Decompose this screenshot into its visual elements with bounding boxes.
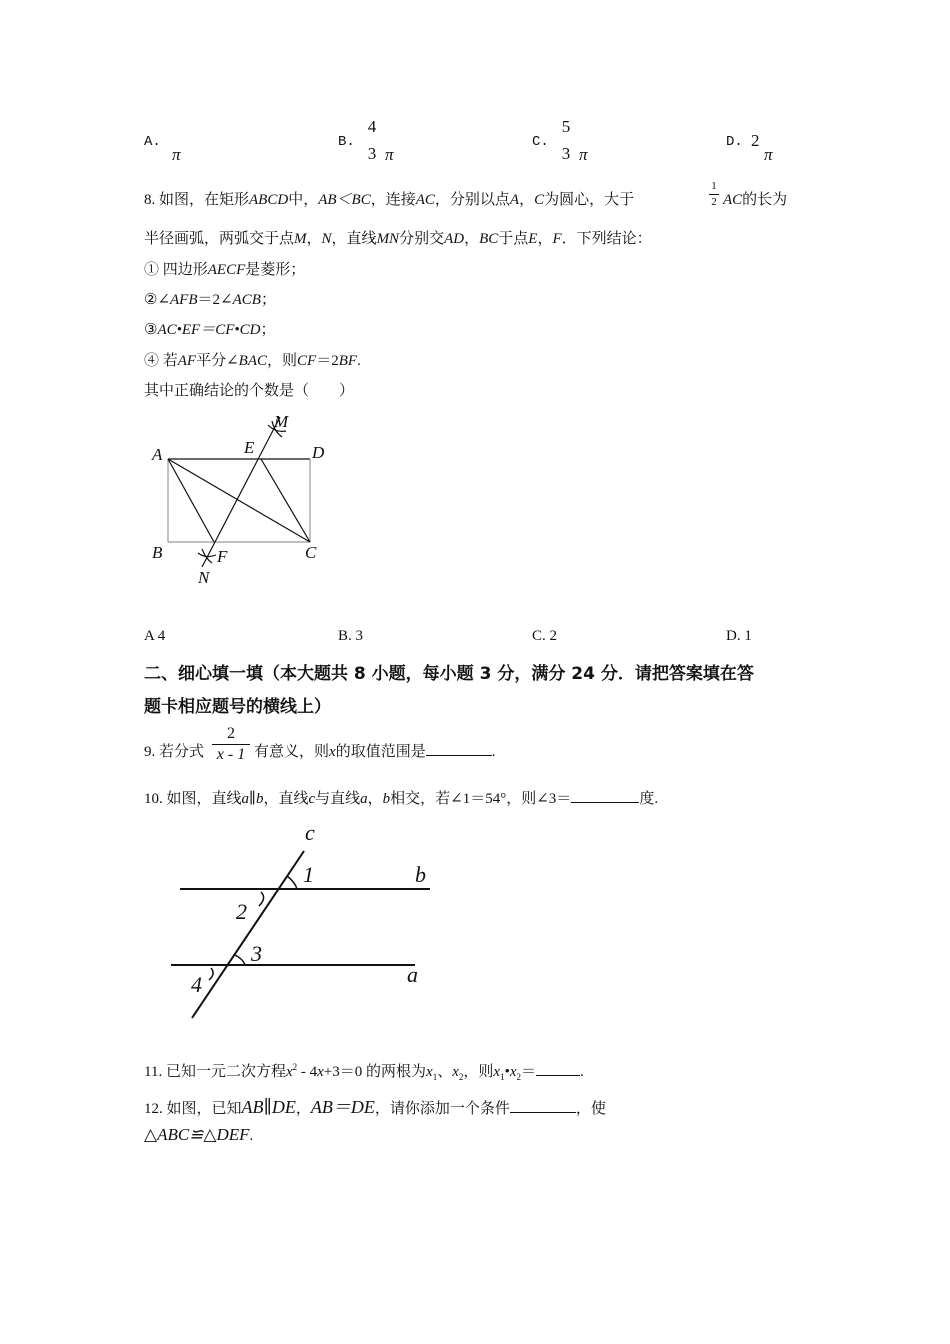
q8-var: N xyxy=(321,231,332,247)
q8-rectangle-figure xyxy=(140,405,340,590)
q9-numerator: 2 xyxy=(227,725,235,742)
q8-var: ABCD xyxy=(249,192,289,208)
q8-var: AF xyxy=(177,353,197,369)
q11-stem xyxy=(144,1060,584,1082)
q9-fraction xyxy=(212,726,250,763)
q8-text: 为圆心，大于 xyxy=(544,192,635,208)
q11-text: • xyxy=(504,1064,510,1080)
q8-var: AD xyxy=(444,231,465,247)
q8-text: ＝2∠ xyxy=(197,292,233,308)
q12-var: △ABC≌△DEF xyxy=(144,1125,250,1144)
q10-var: a xyxy=(360,791,368,807)
q8-statement-1 xyxy=(144,258,305,279)
fig-angle-4: 4 xyxy=(191,972,202,997)
q10-stem xyxy=(144,787,658,808)
q8-question: 其中正确结论的个数是（ ） xyxy=(144,383,355,399)
section-2-heading-line2: 题卡相应题号的横线上） xyxy=(144,697,331,717)
q8-var: M xyxy=(294,231,307,247)
q8-var: AC xyxy=(723,192,743,208)
q8-text: 中， xyxy=(288,192,319,208)
q12-text: ， xyxy=(295,1101,311,1117)
q11-text: 11. 已知一元二次方程 xyxy=(144,1064,286,1080)
q8-var: AC•EF＝CF•CD xyxy=(157,322,261,338)
q11-var: x xyxy=(509,1064,517,1080)
q8-statement-4 xyxy=(144,349,361,370)
q8-text: 平分∠ xyxy=(196,353,239,369)
q8-text: ① 四边形 xyxy=(144,262,208,278)
q8-half-numerator: 1 xyxy=(711,180,717,192)
diagonal-ac xyxy=(168,459,310,542)
q9-text: . xyxy=(491,744,496,760)
fig-label-a: a xyxy=(407,962,418,987)
angle-4-arc xyxy=(209,968,213,980)
q10-var: b xyxy=(382,791,391,807)
q9-text: 有意义，则 xyxy=(254,744,330,760)
q9-text: 的取值范围是 xyxy=(335,744,426,760)
q7-option-d-coef: 2 xyxy=(751,131,760,150)
q9-var: x xyxy=(329,744,336,760)
q8-option-c: C. 2 xyxy=(532,628,558,644)
q8-text: . xyxy=(357,353,361,369)
q8-var: AFB xyxy=(170,292,198,308)
q11-subscript: 2 xyxy=(516,1072,521,1082)
q9-prefix: 9. 若分式 xyxy=(144,744,205,760)
q12-var: AB∥DE xyxy=(241,1097,296,1117)
fig-label-m: M xyxy=(274,412,289,431)
q12-stem xyxy=(144,1093,606,1119)
q12-congruence xyxy=(144,1125,253,1145)
q11-text: +3＝0 的两根为 xyxy=(323,1064,427,1080)
fig-label-b: b xyxy=(415,862,426,887)
q10-var: c xyxy=(308,791,316,807)
section-2-heading-line1: 二、细心填一填（本大题共 8 小题，每小题 3 分，满分 24 分．请把答案填在答 xyxy=(144,664,754,684)
q8-text: ，连接 xyxy=(370,192,416,208)
q10-parallel-lines-figure xyxy=(165,820,445,1030)
q8-var: AECF xyxy=(207,262,246,278)
fig-label-c: C xyxy=(305,543,317,562)
q8-text: ③ xyxy=(144,322,158,338)
q8-text: ， xyxy=(306,231,322,247)
q8-text: ， xyxy=(519,192,535,208)
fig-label-a: A xyxy=(152,445,163,464)
q12-text: 12. 如图，已知 xyxy=(144,1101,242,1117)
q11-var: x xyxy=(452,1064,459,1080)
fig-angle-3: 3 xyxy=(251,941,262,966)
q11-text: . xyxy=(580,1064,584,1080)
q8-var: C xyxy=(534,192,545,208)
q8-var: CF xyxy=(297,353,317,369)
q8-text: ； xyxy=(260,322,276,338)
fig-label-f: F xyxy=(217,547,228,566)
q7-option-b-numerator: 4 xyxy=(367,117,377,136)
q10-text: 度. xyxy=(639,791,659,807)
q8-var: ACB xyxy=(232,292,261,308)
arc-n-1 xyxy=(198,553,216,557)
fig-angle-1: 1 xyxy=(303,862,314,887)
q7-option-c-pi: π xyxy=(579,145,588,164)
q11-subscript: 1 xyxy=(432,1072,438,1082)
q7-option-d-label: D. xyxy=(726,134,743,150)
q7-option-a-label: A. xyxy=(144,134,161,150)
q10-text: 相交，若∠1＝54°，则∠3＝ xyxy=(390,791,572,807)
q11-var: x xyxy=(493,1064,501,1080)
q10-answer-blank xyxy=(571,802,639,803)
angle-1-arc xyxy=(287,876,297,889)
fig-label-c: c xyxy=(305,820,315,845)
q8-var: AC xyxy=(415,192,435,208)
segment-af xyxy=(168,459,214,542)
q8-text: ，直线 xyxy=(331,231,377,247)
q8-text: ， xyxy=(537,231,553,247)
q8-text: ＝2 xyxy=(316,353,339,369)
q10-text: ， xyxy=(367,791,383,807)
angle-2-arc xyxy=(259,892,264,906)
q8-text: ．下列结论： xyxy=(561,231,652,247)
q7-option-d-pi: π xyxy=(764,145,773,164)
q11-var: x xyxy=(285,1064,293,1080)
q11-text: - 4 xyxy=(297,1064,318,1080)
q7-option-a-value: π xyxy=(172,145,181,164)
q12-text: . xyxy=(249,1128,254,1144)
q7-option-c-numerator: 5 xyxy=(561,117,571,136)
q11-answer-blank xyxy=(536,1075,580,1076)
q11-subscript: 1 xyxy=(500,1072,505,1082)
q11-subscript: 2 xyxy=(458,1072,464,1082)
line-mn xyxy=(202,417,280,567)
q12-var: AB＝DE xyxy=(310,1097,375,1117)
q8-text: 是菱形； xyxy=(245,262,306,278)
q10-text: 与直线 xyxy=(315,791,361,807)
q12-text: ，使 xyxy=(575,1101,606,1117)
q8-half-fraction xyxy=(709,181,719,208)
q8-half-denominator: 2 xyxy=(711,196,717,208)
q8-text: ④ 若 xyxy=(144,353,178,369)
fig-label-n: N xyxy=(198,568,210,587)
q11-var: x xyxy=(317,1064,324,1080)
q8-var: MN xyxy=(376,231,400,247)
q8-stem-line2 xyxy=(144,227,652,248)
q7-option-b-fraction xyxy=(366,118,378,162)
q8-text: ； xyxy=(260,292,276,308)
q8-stem-line1-end xyxy=(723,188,787,209)
q7-option-b-denominator: 3 xyxy=(367,144,377,163)
q8-option-d: D. 1 xyxy=(726,628,752,644)
q8-statement-3 xyxy=(144,318,275,339)
q8-option-a: A 4 xyxy=(144,628,166,644)
q8-var: E xyxy=(528,231,538,247)
q8-text: ，分别以点 xyxy=(434,192,510,208)
q10-text: ，直线 xyxy=(263,791,309,807)
q8-text: 半径画弧，两弧交于点 xyxy=(144,231,295,247)
q8-text: 8. 如图，在矩形 xyxy=(144,192,250,208)
q8-var: F xyxy=(552,231,562,247)
q7-option-c-label: C. xyxy=(532,134,549,150)
fig-label-b: B xyxy=(152,543,163,562)
fig-angle-2: 2 xyxy=(236,899,247,924)
q11-exponent: 2 xyxy=(292,1062,298,1072)
q7-option-c-denominator: 3 xyxy=(561,144,571,163)
q12-text: ，请你添加一个条件 xyxy=(374,1101,510,1117)
fig-label-e: E xyxy=(244,438,255,457)
q7-option-b-pi: π xyxy=(385,145,394,164)
segment-ec xyxy=(261,459,310,542)
fig-label-d: D xyxy=(312,443,325,462)
q8-text: ②∠ xyxy=(144,292,171,308)
q7-option-c-fraction xyxy=(560,118,572,162)
q7-option-b-label: B. xyxy=(338,134,355,150)
q9-denominator: x - 1 xyxy=(216,746,246,763)
q8-text: 分别交 xyxy=(399,231,445,247)
q8-text: ，则 xyxy=(267,353,298,369)
q11-text: ，则 xyxy=(463,1064,494,1080)
q8-var: BAC xyxy=(238,353,268,369)
q8-var: AB＜BC xyxy=(318,192,371,208)
q11-text: ＝ xyxy=(521,1064,537,1080)
q11-var: x xyxy=(426,1064,433,1080)
q9-rest xyxy=(254,740,495,761)
q8-text: 于点 xyxy=(498,231,529,247)
q8-var: BC xyxy=(479,231,499,247)
q8-stem-line1 xyxy=(144,188,634,209)
q12-answer-blank xyxy=(510,1112,576,1113)
q8-text: 的长为 xyxy=(742,192,788,208)
q8-var: A xyxy=(509,192,520,208)
q10-text: 10. 如图，直线 xyxy=(144,791,242,807)
q8-text: ， xyxy=(464,231,480,247)
q10-var: a∥b xyxy=(241,791,264,807)
q9-answer-blank xyxy=(426,755,492,756)
q11-text: 、 xyxy=(437,1064,453,1080)
q8-option-b: B. 3 xyxy=(338,628,364,644)
angle-3-arc xyxy=(235,955,245,965)
q8-statement-2 xyxy=(144,288,276,309)
q8-var: BF xyxy=(338,353,358,369)
